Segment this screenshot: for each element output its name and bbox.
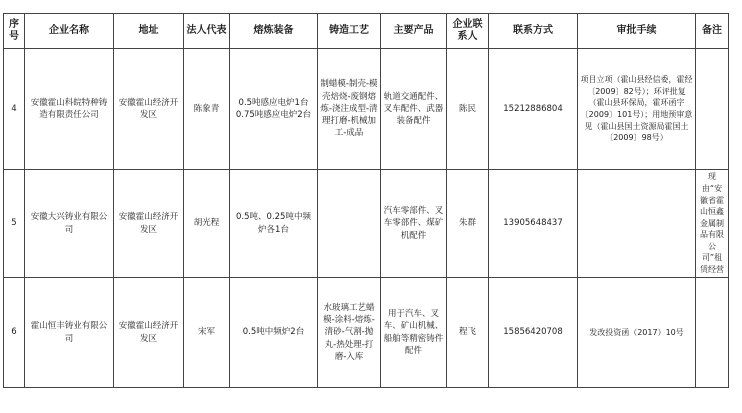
page-margin	[0, 378, 742, 413]
cell-remark: 现由“安徽省霍山恒鑫金属制品有限公司”租赁经营	[696, 170, 729, 278]
cell-remark	[696, 49, 729, 170]
cell-contact: 陈民	[447, 49, 489, 170]
cell-no: 5	[4, 170, 25, 278]
header-address: 地址	[114, 14, 184, 49]
header-no: 序号	[4, 14, 25, 49]
cell-address: 安徽霍山经济开发区	[114, 49, 184, 170]
cell-phone: 15212886804	[489, 49, 578, 170]
table-row	[4, 278, 729, 388]
header-name: 企业名称	[25, 14, 114, 49]
cell-contact: 程飞	[447, 278, 489, 388]
cell-equipment: 0.5吨感应电炉1台 0.75吨感应电炉2台	[230, 49, 318, 170]
cell-approval: 项目立项（霍山县经信委，霍经〔2009〕82号）；环评批复（霍山县环保局，霍环函字〔2009〕101号）；用地预审意见（霍山县国土资源局霍国土〔2009〕98号）	[578, 49, 696, 170]
cell-legal: 宋军	[184, 278, 230, 388]
header-contact: 企业联系人	[447, 14, 489, 49]
table-row	[4, 49, 729, 170]
enterprise-table	[3, 13, 729, 388]
cell-phone: 13905648437	[489, 170, 578, 278]
cell-address: 安徽霍山经济开发区	[114, 170, 184, 278]
cell-process	[318, 170, 381, 278]
cell-products: 汽车零部件、叉车零部件、煤矿机配件	[381, 170, 447, 278]
cell-equipment: 0.5吨、0.25吨中频炉各1台	[230, 170, 318, 278]
header-row	[4, 14, 729, 49]
cell-products: 用于汽车、叉车、矿山机械、船舶等精密铸件配件	[381, 278, 447, 388]
cell-remark	[696, 278, 729, 388]
cell-legal: 陈象青	[184, 49, 230, 170]
header-approval: 审批手续	[578, 14, 696, 49]
cell-equipment: 0.5吨中频炉2台	[230, 278, 318, 388]
cell-name: 安徽大兴铸业有限公司	[25, 170, 114, 278]
header-legal: 法人代表	[184, 14, 230, 49]
cell-process: 制蜡模-制壳-模壳焙烧-废钢熔炼-浇注成型-清理打磨-机械加工-成品	[318, 49, 381, 170]
header-remark: 备注	[696, 14, 729, 49]
cell-no: 4	[4, 49, 25, 170]
cell-contact: 朱群	[447, 170, 489, 278]
header-process: 铸造工艺	[318, 14, 381, 49]
cell-name: 安徽霍山科皖特种铸造有限责任公司	[25, 49, 114, 170]
cell-name: 霍山恒丰铸业有限公司	[25, 278, 114, 388]
cell-phone: 15856420708	[489, 278, 578, 388]
header-equipment: 熔炼装备	[230, 14, 318, 49]
header-products: 主要产品	[381, 14, 447, 49]
cell-legal: 胡光程	[184, 170, 230, 278]
cell-products: 轨道交通配件、叉车配件、武器装备配件	[381, 49, 447, 170]
cell-approval: 发改投资函（2017）10号	[578, 278, 696, 388]
cell-address: 安徽霍山经济开发区	[114, 278, 184, 388]
cell-approval	[578, 170, 696, 278]
cell-process: 水玻璃工艺蜡模-涂料-熔炼-清砂-气割-抛丸-热处理-打磨-入库	[318, 278, 381, 388]
header-phone: 联系方式	[489, 14, 578, 49]
table-row	[4, 170, 729, 278]
cell-no: 6	[4, 278, 25, 388]
